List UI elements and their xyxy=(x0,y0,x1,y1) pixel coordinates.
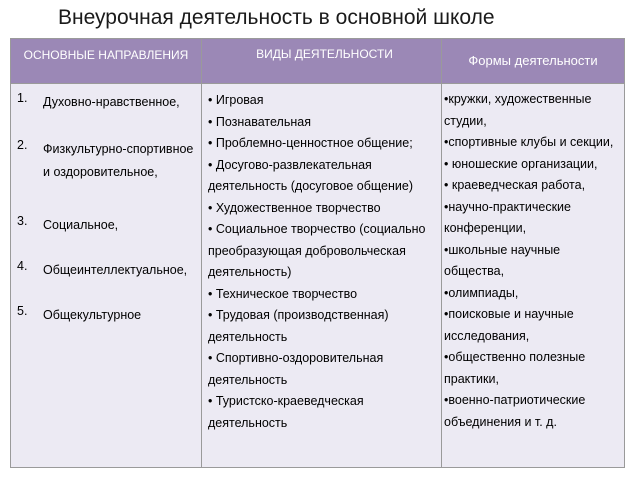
list-item: •олимпиады, xyxy=(444,285,519,300)
direction-text: Социальное, xyxy=(43,218,119,232)
direction-text: Духовно-нравственное, xyxy=(43,95,180,109)
directions-list xyxy=(11,84,201,327)
list-item: • Трудовая (производственная) деятельность xyxy=(208,308,389,344)
list-item: • юношеские организации, xyxy=(444,156,598,171)
header-directions-label: ОСНОВНЫЕ НАПРАВЛЕНИЯ xyxy=(23,48,189,62)
list-number: 3. xyxy=(17,214,28,228)
list-item: • краеведческая работа, xyxy=(444,178,586,192)
list-item: • Техническое творчество xyxy=(208,286,358,301)
header-activity-types xyxy=(202,39,442,84)
activities-table xyxy=(10,38,625,468)
header-directions xyxy=(11,39,202,84)
header-activity-forms-label: Формы деятельности xyxy=(468,53,598,68)
direction-text: Общекультурное xyxy=(43,308,142,322)
list-item: • Досугово-развлекательная деятельность (досуговое общение) xyxy=(208,157,413,193)
list-number: 4. xyxy=(17,259,28,273)
list-item: • Социальное творчество (социально преобразующая добровольческая деятельность) xyxy=(208,222,426,279)
list-item xyxy=(17,304,201,327)
table-body-row xyxy=(11,84,625,468)
list-number: 5. xyxy=(17,304,28,318)
list-item: •военно-патриотические объединения и т. д. xyxy=(444,393,586,429)
direction-text: Общеинтеллектуальное, xyxy=(43,263,188,277)
list-item: • Игровая xyxy=(208,93,264,107)
list-item: •научно-практические конференции, xyxy=(444,199,571,235)
list-item xyxy=(17,259,201,282)
activity-types-list xyxy=(202,84,441,434)
list-item: • Спортивно-оздоровительная деятельность xyxy=(208,351,384,387)
list-item xyxy=(17,214,201,237)
activity-types-cell xyxy=(202,84,442,468)
list-item: • Познавательная xyxy=(208,114,311,129)
list-item: •кружки, художественные студии, xyxy=(444,92,592,128)
slide-title: Внеурочная деятельность в основной школе xyxy=(58,6,495,29)
list-item: • Туристско-краеведческая деятельность xyxy=(208,394,364,430)
list-item: •школьные научные общества, xyxy=(444,242,561,278)
list-item: • Проблемно-ценностное общение; xyxy=(208,136,413,150)
list-item: • Художественное творчество xyxy=(208,200,381,215)
list-item: •общественно полезные практики, xyxy=(444,350,586,386)
activity-forms-cell xyxy=(442,84,625,468)
header-activity-forms xyxy=(442,39,625,84)
table-header-row xyxy=(11,39,625,84)
list-number: 2. xyxy=(17,138,28,152)
list-item xyxy=(17,91,201,114)
activity-forms-list xyxy=(442,84,624,433)
direction-text: Физкультурно-спортивное и оздоровительное, xyxy=(43,142,194,179)
header-activity-types-label: ВИДЫ ДЕЯТЕЛЬНОСТИ xyxy=(256,47,393,61)
list-number: 1. xyxy=(17,91,28,105)
directions-cell xyxy=(11,84,202,468)
list-item: •поисковые и научные исследования, xyxy=(444,307,574,343)
list-item xyxy=(17,138,201,184)
list-item: •спортивные клубы и секции, xyxy=(444,135,614,149)
